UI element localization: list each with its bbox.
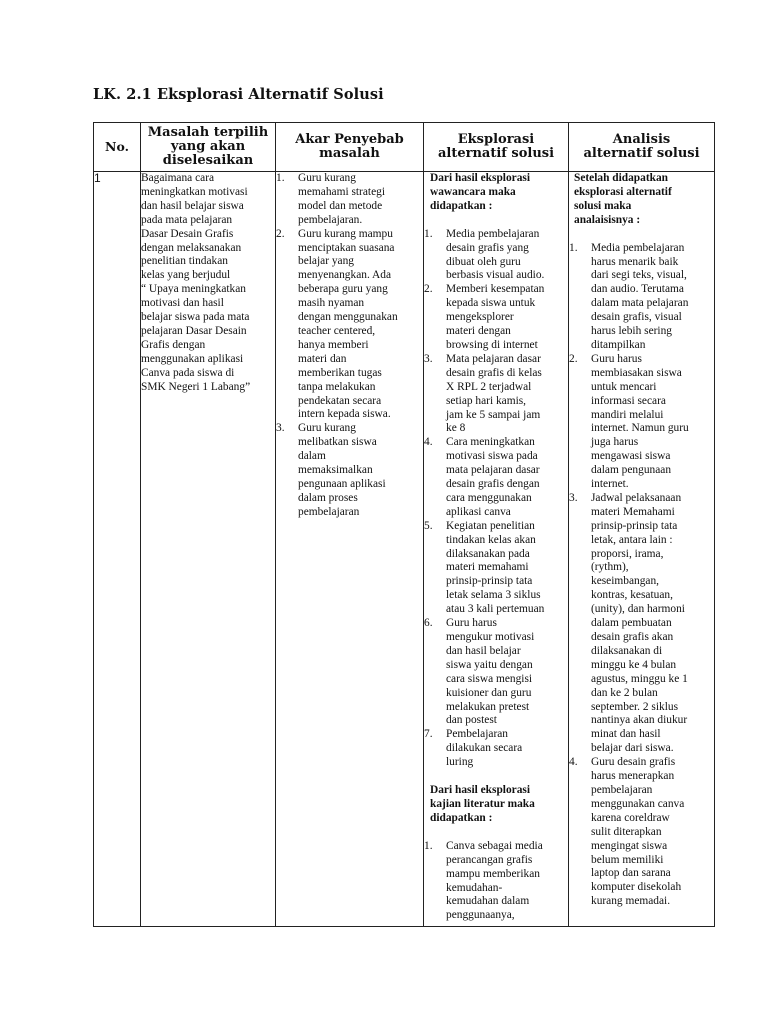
text-line: “ Upaya meningkatkan — [141, 283, 247, 296]
text-line: ke 8 — [446, 422, 466, 435]
text-line: dilaksanakan pada — [446, 547, 530, 560]
text-line: jam ke 5 sampai jam — [446, 408, 541, 421]
text-line: diselesaikan — [162, 153, 254, 168]
text-line: materi Memahami — [591, 505, 675, 518]
text-line: Cara meningkatkan — [446, 436, 535, 449]
text-line: Bagaimana cara — [141, 172, 215, 184]
text-line: dengan menggunakan — [298, 311, 398, 324]
eksplorasi-list-literatur — [424, 840, 568, 923]
text-line: sulit diterapkan — [591, 825, 662, 838]
list-item-number: 2. — [276, 227, 285, 240]
list-item-text — [298, 422, 423, 519]
akar-cell — [276, 172, 424, 927]
list-item-text — [591, 353, 714, 492]
text-line: Media pembelajaran — [446, 227, 540, 240]
list-item — [569, 242, 714, 353]
text-line: membiasakan siswa — [591, 366, 682, 379]
text-line: solusi maka — [574, 199, 632, 212]
text-line: minggu ke 4 bulan — [591, 658, 677, 671]
analisis-intro — [569, 172, 714, 228]
text-line: aplikasi canva — [446, 505, 511, 518]
list-item-number: 4. — [569, 756, 578, 769]
text-line: masih nyaman — [298, 297, 365, 310]
text-line: menyenangkan. Ada — [298, 269, 391, 282]
text-line: analaisisnya : — [574, 213, 641, 226]
table-header-row — [94, 123, 715, 172]
header-no: No. — [94, 123, 141, 172]
text-line: Dari hasil eksplorasi — [430, 784, 530, 797]
text-line: materi memahami — [446, 561, 529, 574]
header-masalah-text — [141, 126, 275, 168]
text-line: untuk mencari — [591, 380, 657, 393]
text-line: teacher centered, — [298, 324, 376, 337]
text-line: menciptakan suasana — [298, 241, 395, 254]
masalah-cell — [141, 172, 276, 927]
text-line: pengunaan aplikasi — [298, 477, 386, 490]
text-line: desain grafis di kelas — [446, 366, 542, 379]
list-item — [424, 840, 568, 923]
header-akar-text — [276, 133, 423, 161]
text-line: browsing di internet — [446, 338, 538, 351]
text-line: Guru harus — [446, 617, 497, 630]
table-row — [94, 172, 715, 927]
text-line: cara siswa mengisi — [446, 672, 533, 685]
text-line: Canva pada siswa di — [141, 366, 235, 379]
text-line: dan ke 2 bulan — [591, 686, 658, 699]
text-line: dalam proses — [298, 491, 358, 504]
text-line: Canva sebagai media — [446, 839, 543, 852]
text-line: Memberi kesempatan — [446, 283, 545, 296]
list-item-text — [446, 617, 568, 728]
list-item-text — [446, 728, 568, 770]
text-line: Analisis — [612, 132, 671, 147]
text-line: materi dan — [298, 352, 347, 365]
text-line: dilaksanakan di — [591, 644, 663, 657]
list-item — [569, 353, 714, 492]
text-line: harus menarik baik — [591, 255, 679, 268]
eksplorasi-list-wawancara — [424, 228, 568, 770]
text-line: harus lebih sering — [591, 325, 672, 338]
text-line: menggunakan aplikasi — [141, 352, 244, 365]
text-line: komputer disekolah — [591, 881, 682, 894]
text-line: september. 2 siklus — [591, 700, 679, 713]
text-line: dalam mata pelajaran — [591, 297, 689, 310]
text-line: kelas yang berjudul — [141, 269, 231, 282]
list-item — [424, 283, 568, 353]
list-item-number: 1. — [424, 227, 433, 240]
text-line: Guru kurang — [298, 422, 356, 435]
text-line: penggunaanya, — [446, 909, 515, 922]
text-line: mampu memberikan — [446, 867, 540, 880]
text-line: dalam — [298, 450, 326, 463]
list-item-text — [298, 228, 423, 423]
text-line: mengeksplorer — [446, 311, 514, 324]
text-line: internet. Namun guru — [591, 422, 689, 435]
text-line: (unity), dan harmoni — [591, 603, 685, 616]
text-line: pembelajaran. — [298, 213, 363, 226]
eksplorasi-intro-wawancara — [424, 172, 568, 214]
list-item-text — [446, 283, 568, 353]
text-line: Guru kurang mampu — [298, 227, 393, 240]
header-akar — [276, 123, 424, 172]
masalah-text — [141, 172, 275, 395]
text-line: melakukan pretest — [446, 700, 530, 713]
text-line: dibuat oleh guru — [446, 255, 521, 268]
list-item-number: 2. — [424, 283, 433, 296]
list-item-text — [446, 436, 568, 519]
text-line: Guru desain grafis — [591, 756, 676, 769]
text-line: Dari hasil eksplorasi — [430, 172, 530, 184]
text-line: desain grafis akan — [591, 631, 674, 643]
text-line: hanya memberi — [298, 338, 369, 351]
list-item-text — [591, 492, 714, 756]
text-line: pembelajaran — [591, 783, 653, 796]
list-item-text — [446, 228, 568, 284]
text-line: desain grafis dengan — [446, 478, 540, 491]
text-line: mengukur motivasi — [446, 631, 535, 643]
text-line: proporsi, irama, — [591, 547, 664, 560]
solution-table — [93, 122, 715, 927]
list-item — [276, 172, 423, 228]
text-line: perancangan grafis — [446, 853, 533, 866]
text-line: Masalah terpilih — [147, 125, 269, 140]
text-line: mata pelajaran dasar — [446, 464, 540, 477]
list-item-number: 7. — [424, 728, 433, 741]
list-item-text — [446, 353, 568, 436]
text-line: setiap hari kamis, — [446, 394, 527, 407]
text-line: meningkatkan motivasi — [141, 185, 248, 198]
list-item — [569, 756, 714, 909]
text-line: dan postest — [446, 714, 497, 727]
text-line: Media pembelajaran — [591, 241, 685, 254]
text-line: kemudahan- — [446, 881, 503, 894]
text-line: kepada siswa untuk — [446, 297, 536, 310]
text-line: prinsip-prinsip tata — [591, 519, 678, 532]
list-item-number: 2. — [569, 352, 578, 365]
list-item — [424, 353, 568, 436]
text-line: Jadwal pelaksanaan — [591, 491, 682, 504]
text-line: belajar siswa pada mata — [141, 311, 250, 324]
analisis-cell — [569, 172, 715, 927]
header-eksplorasi-text — [424, 133, 568, 161]
text-line: kontras, kesatuan, — [591, 589, 673, 602]
list-item-number: 3. — [569, 491, 578, 504]
header-analisis — [569, 123, 715, 172]
text-line: alternatif solusi — [437, 146, 555, 161]
header-masalah — [141, 123, 276, 172]
text-line: SMK Negeri 1 Labang” — [141, 380, 251, 393]
text-line: luring — [446, 756, 474, 769]
text-line: Guru harus — [591, 352, 642, 365]
text-line: dilakukan secara — [446, 742, 523, 755]
text-line: pendekatan secara — [298, 394, 382, 407]
list-item-number: 6. — [424, 617, 433, 630]
akar-list — [276, 172, 423, 520]
text-line: agustus, minggu ke 1 — [591, 672, 688, 685]
header-analisis-text — [569, 133, 714, 161]
text-line: pada mata pelajaran — [141, 213, 233, 226]
text-line: prinsip-prinsip tata — [446, 575, 533, 588]
text-line: dengan melaksanakan — [141, 241, 242, 254]
text-line: dalam pengunaan — [591, 464, 672, 477]
list-item-number: 1. — [569, 241, 578, 254]
list-item-number: 5. — [424, 519, 433, 532]
text-line: letak selama 3 siklus — [446, 589, 541, 602]
text-line: minat dan hasil — [591, 728, 661, 741]
text-line: kajian literatur maka — [430, 797, 535, 810]
text-line: belajar yang — [298, 255, 354, 268]
text-line: eksplorasi alternatif — [574, 185, 672, 198]
text-line: mengawasi siswa — [591, 450, 671, 463]
list-item-text — [591, 242, 714, 353]
list-item-text — [591, 756, 714, 909]
text-line: yang akan — [170, 139, 246, 154]
text-line: X RPL 2 terjadwal — [446, 380, 532, 393]
document-title: LK. 2.1 Eksplorasi Alternatif Solusi — [93, 86, 384, 103]
eksplorasi-cell — [424, 172, 569, 927]
text-line: internet. — [591, 478, 629, 491]
text-line: alternatif solusi — [583, 146, 700, 161]
text-line: siswa yaitu dengan — [446, 658, 533, 671]
text-line: desain grafis yang — [446, 241, 529, 254]
text-line: pembelajaran — [298, 505, 360, 518]
text-line: dalam pembuatan — [591, 617, 672, 630]
analisis-list — [569, 242, 714, 910]
text-line: dan audio. Terutama — [591, 283, 684, 296]
text-line: belajar dari siswa. — [591, 742, 674, 755]
text-line: Setelah didapatkan — [574, 172, 669, 184]
list-item-number: 1. — [424, 839, 433, 852]
text-line: tanpa melakukan — [298, 380, 376, 393]
text-line: belum memiliki — [591, 853, 664, 866]
text-line: beberapa guru yang — [298, 283, 388, 296]
text-line: Akar Penyebab — [295, 132, 404, 147]
text-line: wawancara maka — [430, 185, 516, 198]
list-item — [569, 492, 714, 756]
text-line: mengingat siswa — [591, 839, 668, 852]
text-line: cara menggunakan — [446, 491, 532, 504]
text-line: penelitian tindakan — [141, 255, 228, 268]
text-line: keseimbangan, — [591, 575, 660, 588]
text-line: memaksimalkan — [298, 464, 373, 477]
list-item — [424, 728, 568, 770]
text-line: desain grafis, visual — [591, 311, 682, 324]
text-line: dan hasil belajar siswa — [141, 199, 244, 212]
text-line: kemudahan dalam — [446, 895, 530, 908]
text-line: pelajaran Dasar Desain — [141, 324, 247, 337]
text-line: dan hasil belajar — [446, 644, 521, 657]
text-line: masalah — [319, 146, 380, 161]
text-line: harus menerapkan — [591, 770, 675, 783]
text-line: (rythm), — [591, 561, 629, 574]
list-item — [424, 436, 568, 519]
text-line: Mata pelajaran dasar — [446, 352, 541, 365]
text-line: tindakan kelas akan — [446, 533, 536, 546]
text-line: juga harus — [591, 436, 639, 449]
text-line: karena coreldraw — [591, 811, 670, 824]
text-line: intern kepada siswa. — [298, 408, 391, 421]
text-line: Pembelajaran — [446, 728, 508, 741]
text-line: letak, antara lain : — [591, 533, 673, 546]
list-item-number: 3. — [424, 352, 433, 365]
text-line: Kegiatan penelitian — [446, 519, 535, 532]
list-item-number: 4. — [424, 436, 433, 449]
text-line: kuisioner dan guru — [446, 686, 532, 699]
header-eksplorasi — [424, 123, 569, 172]
text-line: ditampilkan — [591, 338, 646, 351]
list-item — [276, 228, 423, 423]
list-item-number: 1. — [276, 172, 285, 184]
list-item — [424, 228, 568, 284]
text-line: melibatkan siswa — [298, 436, 377, 449]
text-line: Grafis dengan — [141, 338, 206, 351]
text-line: motivasi dan hasil — [141, 297, 224, 310]
text-line: memahami strategi — [298, 185, 385, 198]
list-item — [424, 617, 568, 728]
text-line: model dan metode — [298, 199, 383, 212]
list-item-text — [446, 520, 568, 617]
row-number: 1 — [94, 172, 141, 927]
text-line: Dasar Desain Grafis — [141, 227, 234, 240]
text-line: materi dengan — [446, 325, 511, 338]
text-line: laptop dan sarana — [591, 867, 671, 880]
text-line: menggunakan canva — [591, 797, 685, 810]
text-line: atau 3 kali pertemuan — [446, 603, 545, 616]
list-item — [424, 520, 568, 617]
list-item-number: 3. — [276, 422, 285, 435]
eksplorasi-intro-literatur — [424, 784, 568, 826]
text-line: dari segi teks, visual, — [591, 269, 687, 282]
text-line: Guru kurang — [298, 172, 356, 184]
text-line: kurang memadai. — [591, 895, 671, 908]
text-line: didapatkan : — [430, 811, 493, 824]
text-line: informasi secara — [591, 394, 666, 407]
text-line: motivasi siswa pada — [446, 450, 538, 463]
text-line: didapatkan : — [430, 199, 493, 212]
text-line: mandiri melalui — [591, 408, 664, 421]
list-item — [276, 422, 423, 519]
text-line: nantinya akan diukur — [591, 714, 688, 727]
list-item-text — [298, 172, 423, 228]
text-line: Eksplorasi — [457, 132, 535, 147]
list-item-text — [446, 840, 568, 923]
text-line: memberikan tugas — [298, 366, 382, 379]
text-line: berbasis visual audio. — [446, 269, 545, 282]
